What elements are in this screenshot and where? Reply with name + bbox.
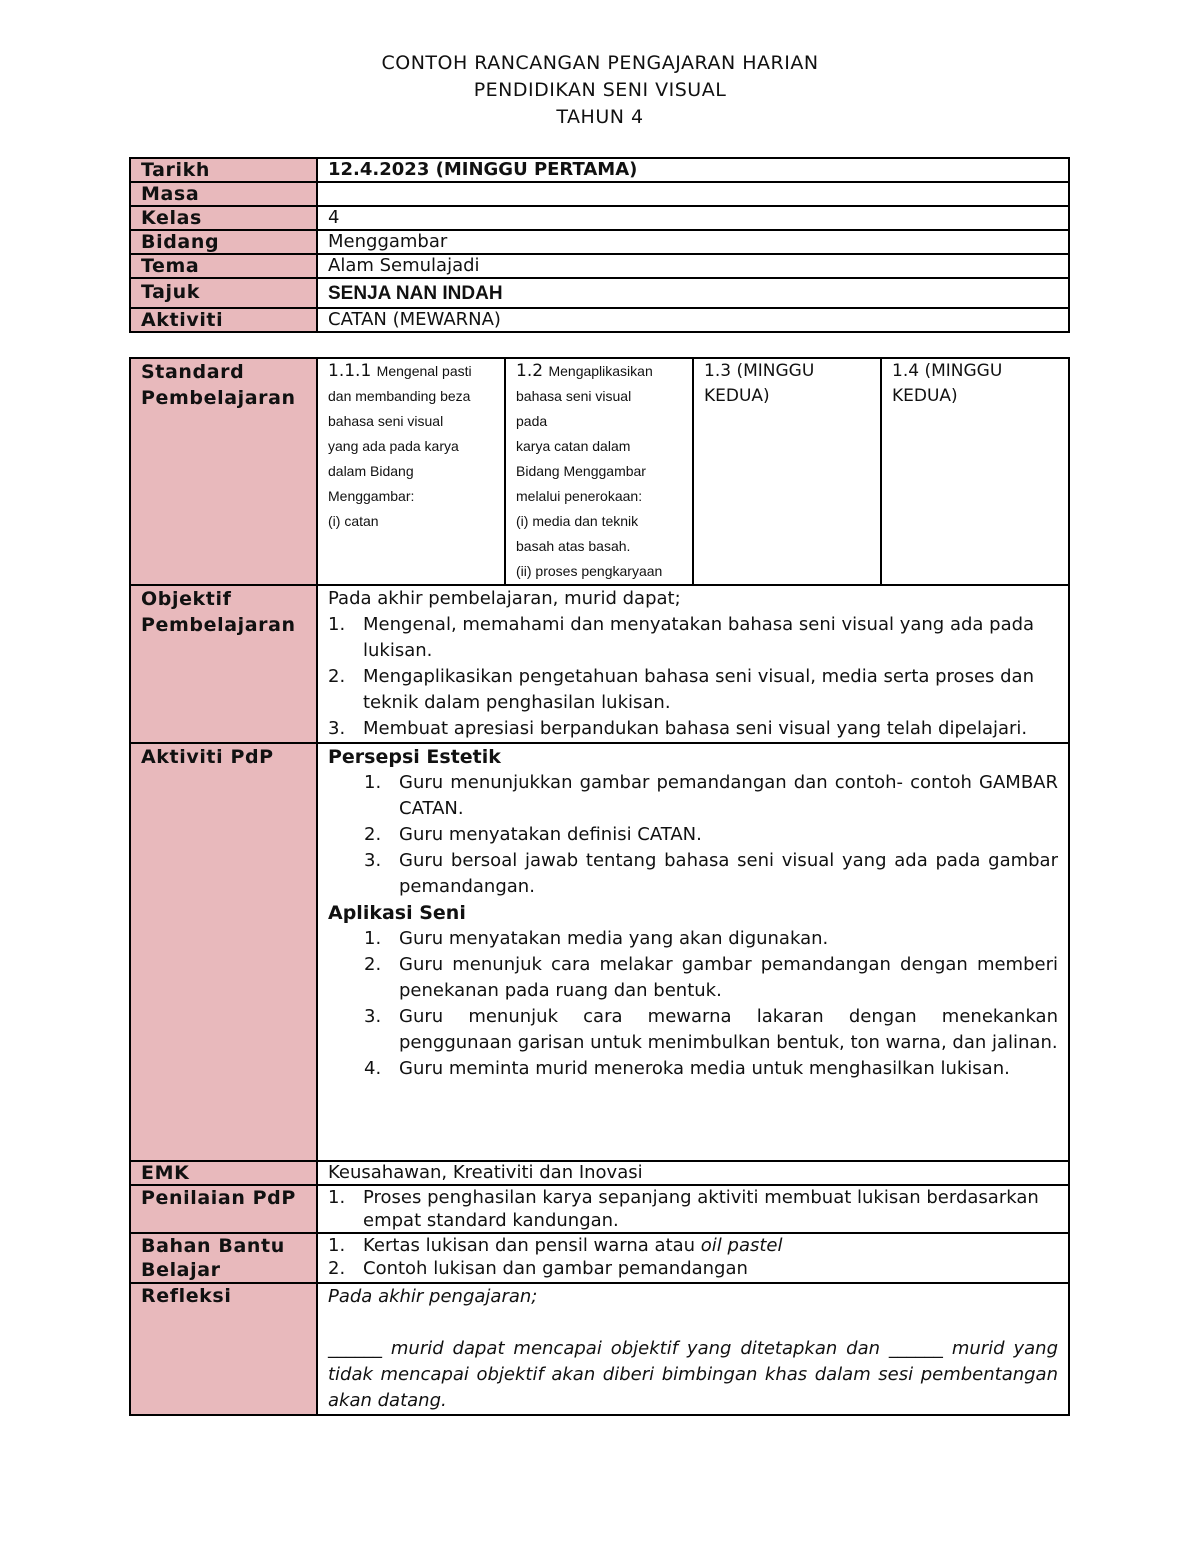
standard-1-2-line: Bidang Menggambar <box>516 463 646 479</box>
refleksi-intro: Pada akhir pengajaran; <box>328 1286 538 1307</box>
standard-label <box>130 358 317 585</box>
standard-1-3 <box>693 358 881 585</box>
penilaian-label: Penilaian PdP <box>130 1185 317 1233</box>
masa-label: Masa <box>130 182 317 206</box>
standard-1-2 <box>505 358 693 585</box>
bahan-label-line2: Belajar <box>141 1259 221 1281</box>
tajuk-label: Tajuk <box>130 278 317 308</box>
refleksi-body: ______ murid dapat mencapai objektif yang ditetapkan dan ______ murid yang tidak mencapai objektif akan diberi bimbingan khas dalam sesi pembentangan akan datang. <box>328 1338 1058 1411</box>
list-item: 1. Guru menyatakan media yang akan digunakan. <box>364 928 829 949</box>
standard-1-2-line: karya catan dalam <box>516 438 631 454</box>
bahan-label <box>130 1233 317 1283</box>
standard-1-2-line: (i) media dan teknik <box>516 513 639 529</box>
row-bidang <box>130 230 1069 254</box>
objektif-intro: Pada akhir pembelajaran, murid dapat; <box>328 588 681 609</box>
standard-1-1-1-line: bahasa seni visual <box>328 413 444 429</box>
row-standard <box>130 358 1069 585</box>
row-tarikh <box>130 158 1069 182</box>
title-line-3: TAHUN 4 <box>556 106 644 128</box>
list-item: 1. Guru menunjukkan gambar pemandangan dan contoh- contoh GAMBAR CATAN. <box>364 772 1058 819</box>
bidang-value: Menggambar <box>317 230 1069 254</box>
aktiviti-label: Aktiviti <box>130 308 317 332</box>
list-item: 3. Guru menunjuk cara mewarna lakaran dengan menekankan penggunaan garisan untuk menimbulkan bentuk, ton warna, dan jalinan. <box>364 1006 1058 1053</box>
standard-1-1-1-line: Menggambar: <box>328 488 415 504</box>
standard-1-1-1-line: Mengenal pasti <box>376 363 472 379</box>
aktiviti-value: CATAN (MEWARNA) <box>317 308 1069 332</box>
row-emk <box>130 1161 1069 1185</box>
kelas-value: 4 <box>317 206 1069 230</box>
tarikh-value: 12.4.2023 (MINGGU PERTAMA) <box>317 158 1069 182</box>
objektif-list <box>328 612 1058 742</box>
persepsi-estetik-list <box>328 770 1058 900</box>
standard-label-line2: Pembelajaran <box>141 387 296 409</box>
row-objektif <box>130 585 1069 743</box>
standard-1-4 <box>881 358 1069 585</box>
list-item: 1. Kertas lukisan dan pensil warna atau oil pastel <box>328 1235 783 1256</box>
objektif-label-line2: Pembelajaran <box>141 614 296 636</box>
tajuk-value: SENJA NAN INDAH <box>317 278 1069 308</box>
standard-label-line1: Standard <box>141 361 245 383</box>
refleksi-content <box>317 1283 1069 1415</box>
standard-1-2-line: melalui penerokaan: <box>516 488 643 504</box>
row-aktiviti-pdp <box>130 743 1069 1161</box>
emk-label: EMK <box>130 1161 317 1185</box>
objektif-label <box>130 585 317 743</box>
row-refleksi <box>130 1283 1069 1415</box>
objektif-label-line1: Objektif <box>141 588 232 610</box>
standard-1-3-line2: KEDUA) <box>704 386 770 406</box>
aplikasi-seni-list <box>328 926 1058 1082</box>
title-line-2: PENDIDIKAN SENI VISUAL <box>473 79 727 101</box>
standard-1-4-line2: KEDUA) <box>892 386 958 406</box>
list-item: 2. Contoh lukisan dan gambar pemandangan <box>328 1258 748 1279</box>
standard-1-1-1-code: 1.1.1 <box>328 361 372 381</box>
standard-1-1-1-line: (i) catan <box>328 513 379 529</box>
info-table <box>129 157 1070 333</box>
list-item: 1. Mengenal, memahami dan menyatakan bahasa seni visual yang ada pada lukisan. <box>328 614 1035 661</box>
row-aktiviti <box>130 308 1069 332</box>
row-masa <box>130 182 1069 206</box>
standard-1-2-line: bahasa seni visual <box>516 388 632 404</box>
row-bahan <box>130 1233 1069 1283</box>
aktiviti-pdp-content <box>317 743 1069 1161</box>
standard-1-1-1-line: dalam Bidang <box>328 463 414 479</box>
standard-1-2-code: 1.2 <box>516 361 544 381</box>
row-tema <box>130 254 1069 278</box>
lesson-plan-table <box>129 357 1070 1416</box>
standard-1-3-line1: 1.3 (MINGGU <box>704 361 815 381</box>
bahan-content <box>317 1233 1069 1283</box>
list-item: 2. Mengaplikasikan pengetahuan bahasa seni visual, media serta proses dan teknik dalam penghasilan lukisan. <box>328 666 1034 713</box>
penilaian-list <box>328 1186 1058 1232</box>
masa-value <box>317 182 1069 206</box>
standard-1-1-1 <box>317 358 505 585</box>
list-item: 3. Membuat apresiasi berpandukan bahasa seni visual yang telah dipelajari. <box>328 718 1028 739</box>
aplikasi-seni-heading: Aplikasi Seni <box>328 902 466 924</box>
list-item: 1. Proses penghasilan karya sepanjang aktiviti membuat lukisan berdasarkan empat standard kandungan. <box>328 1187 1039 1231</box>
standard-1-1-1-line: yang ada pada karya <box>328 438 459 454</box>
tema-label: Tema <box>130 254 317 278</box>
list-item: 2. Guru menunjuk cara melakar gambar pemandangan dengan memberi penekanan pada ruang dan bentuk. <box>364 954 1058 1001</box>
emk-value: Keusahawan, Kreativiti dan Inovasi <box>317 1161 1069 1185</box>
refleksi-label: Refleksi <box>130 1283 317 1415</box>
bidang-label: Bidang <box>130 230 317 254</box>
bahan-list <box>328 1234 1058 1280</box>
tema-value: Alam Semulajadi <box>317 254 1069 278</box>
penilaian-content <box>317 1185 1069 1233</box>
row-tajuk <box>130 278 1069 308</box>
standard-1-1-1-line: dan membanding beza <box>328 388 471 404</box>
standard-1-2-line: Mengaplikasikan <box>548 363 653 379</box>
standard-1-2-line: pada <box>516 413 548 429</box>
standard-1-2-line: (ii) proses pengkaryaan <box>516 563 663 579</box>
row-penilaian <box>130 1185 1069 1233</box>
aktiviti-pdp-label: Aktiviti PdP <box>130 743 317 1161</box>
title-line-1: CONTOH RANCANGAN PENGAJARAN HARIAN <box>381 52 819 74</box>
tarikh-label: Tarikh <box>130 158 317 182</box>
list-item: 4. Guru meminta murid meneroka media untuk menghasilkan lukisan. <box>364 1058 1010 1079</box>
standard-1-2-line: basah atas basah. <box>516 538 631 554</box>
list-item: 3. Guru bersoal jawab tentang bahasa seni visual yang ada pada gambar pemandangan. <box>364 850 1058 897</box>
kelas-label: Kelas <box>130 206 317 230</box>
row-kelas <box>130 206 1069 230</box>
persepsi-estetik-heading: Persepsi Estetik <box>328 746 501 768</box>
standard-1-4-line1: 1.4 (MINGGU <box>892 361 1003 381</box>
objektif-content <box>317 585 1069 743</box>
bahan-label-line1: Bahan Bantu <box>141 1235 285 1257</box>
list-item: 2. Guru menyatakan definisi CATAN. <box>364 824 702 845</box>
